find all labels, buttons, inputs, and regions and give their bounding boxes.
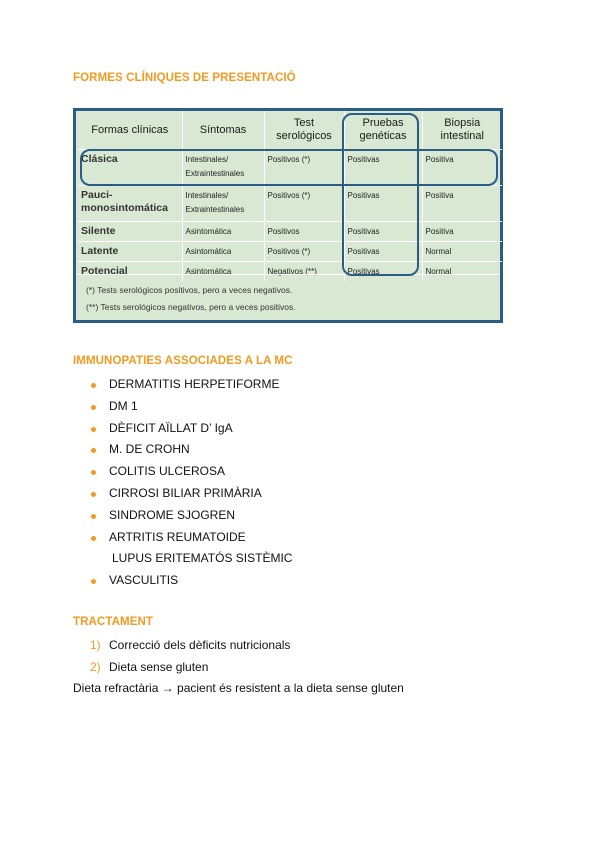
notes-divider bbox=[76, 274, 500, 275]
clinical-forms-table-figure bbox=[73, 108, 503, 323]
table-cell: Positiva bbox=[422, 150, 502, 186]
list-item bbox=[90, 570, 292, 592]
table-cell: Negativos (**) bbox=[264, 262, 344, 282]
table-cell: Positiva bbox=[422, 186, 502, 222]
bullet-icon bbox=[91, 383, 96, 388]
table-note: (**) Tests serológicos negativos, pero a veces positivos. bbox=[86, 302, 296, 312]
table-cell: Positivos (*) bbox=[264, 242, 344, 262]
step-number: 1) bbox=[90, 638, 101, 652]
table-cell: Positiva bbox=[422, 222, 502, 242]
list-item-text: SINDROME SJOGREN bbox=[109, 507, 236, 522]
bullet-icon bbox=[91, 405, 96, 410]
table-cell: Normal bbox=[422, 242, 502, 262]
list-item-text: DERMATITIS HERPETIFORME bbox=[109, 377, 280, 391]
table-cell: Positivas bbox=[344, 242, 422, 262]
header-sintomas: Síntomas bbox=[182, 111, 264, 150]
step-number: 2) bbox=[90, 659, 101, 674]
list-item bbox=[90, 439, 292, 461]
list-item bbox=[90, 483, 292, 505]
list-item bbox=[90, 635, 290, 657]
table-row bbox=[78, 222, 502, 242]
list-item bbox=[90, 527, 292, 549]
header-biopsia: Biopsia intestinal bbox=[422, 111, 502, 150]
table-cell: Intestinales/ Extraintestinales bbox=[182, 150, 264, 186]
treatment-steps bbox=[90, 635, 290, 679]
table-row bbox=[78, 262, 502, 282]
table-cell: Intestinales/ Extraintestinales bbox=[182, 186, 264, 222]
table-cell: Positivos bbox=[264, 222, 344, 242]
bullet-icon bbox=[91, 470, 96, 475]
clinical-forms-table bbox=[78, 111, 502, 281]
list-item bbox=[90, 418, 292, 440]
list-item-text: VASCULITIS bbox=[109, 573, 179, 588]
list-item-text: M. DE CROHN bbox=[109, 442, 190, 457]
highlight-row-ring bbox=[80, 149, 498, 186]
table-cell: Asintomática bbox=[182, 242, 264, 262]
table-cell: Latente bbox=[78, 242, 182, 262]
section-title-treatment: TRACTAMENT bbox=[73, 616, 153, 628]
list-item-text: DÈFICIT AÏLLAT D’ IgA bbox=[109, 420, 233, 435]
header-pruebas: Pruebas genéticas bbox=[344, 111, 422, 150]
table-cell: Pauci-monosintomática bbox=[78, 186, 182, 222]
bullet-icon bbox=[91, 536, 96, 541]
header-test: Test serológicos bbox=[264, 111, 344, 150]
list-item bbox=[90, 505, 292, 527]
bullet-icon bbox=[91, 427, 96, 432]
table-cell: Asintomática bbox=[182, 262, 264, 282]
immunopathies-list bbox=[90, 374, 292, 592]
list-item-text: ARTRITIS REUMATOIDE bbox=[109, 529, 246, 544]
table-cell: Positivos (*) bbox=[264, 186, 344, 222]
step-text: Correcció dels dèficits nutricionals bbox=[109, 638, 291, 652]
list-item bbox=[90, 548, 292, 570]
bullet-icon bbox=[91, 514, 96, 519]
table-cell: Positivas bbox=[344, 186, 422, 222]
list-item bbox=[90, 657, 290, 679]
table-row bbox=[78, 242, 502, 262]
table-cell: Positivas bbox=[344, 222, 422, 242]
list-item bbox=[90, 461, 292, 483]
table-note: (*) Tests serológicos positivos, pero a veces negativos. bbox=[86, 285, 293, 295]
list-item bbox=[90, 374, 292, 396]
table-cell: Normal bbox=[422, 262, 502, 282]
list-item bbox=[90, 396, 292, 418]
header-formas: Formas clínicas bbox=[91, 123, 169, 136]
table-cell: Positivos (*) bbox=[264, 150, 344, 186]
refractory-diet-note: Dieta refractària → pacient és resistent a la dieta sense gluten bbox=[73, 681, 404, 695]
bullet-icon bbox=[91, 492, 96, 497]
section-title-immunopathies: IMMUNOPATIES ASSOCIADES A LA MC bbox=[73, 355, 293, 367]
bullet-icon bbox=[91, 579, 96, 584]
table-header-row bbox=[78, 111, 502, 150]
bullet-icon bbox=[91, 448, 96, 453]
highlight-column-ring bbox=[342, 113, 419, 276]
list-item-text: COLITIS ULCEROSA bbox=[109, 464, 226, 479]
list-item-text: CIRROSI BILIAR PRIMÀRIA bbox=[109, 485, 262, 500]
table-cell: Positivas bbox=[344, 262, 422, 282]
table-cell: Asintomática bbox=[182, 222, 264, 242]
section-title-clinical-forms: FORMES CLÍNIQUES DE PRESENTACIÓ bbox=[73, 72, 296, 84]
table-notes bbox=[86, 282, 296, 316]
list-item-text: DM 1 bbox=[109, 398, 138, 413]
table-cell: Potencial bbox=[78, 262, 182, 282]
step-text: Dieta sense gluten bbox=[109, 659, 209, 674]
table-row bbox=[78, 186, 502, 222]
table-cell: Clásica bbox=[78, 150, 182, 186]
table-cell: Positivas bbox=[344, 150, 422, 186]
table-cell: Silente bbox=[78, 222, 182, 242]
list-item-text: LUPUS ERITEMATÓS SISTÈMIC bbox=[112, 551, 293, 566]
